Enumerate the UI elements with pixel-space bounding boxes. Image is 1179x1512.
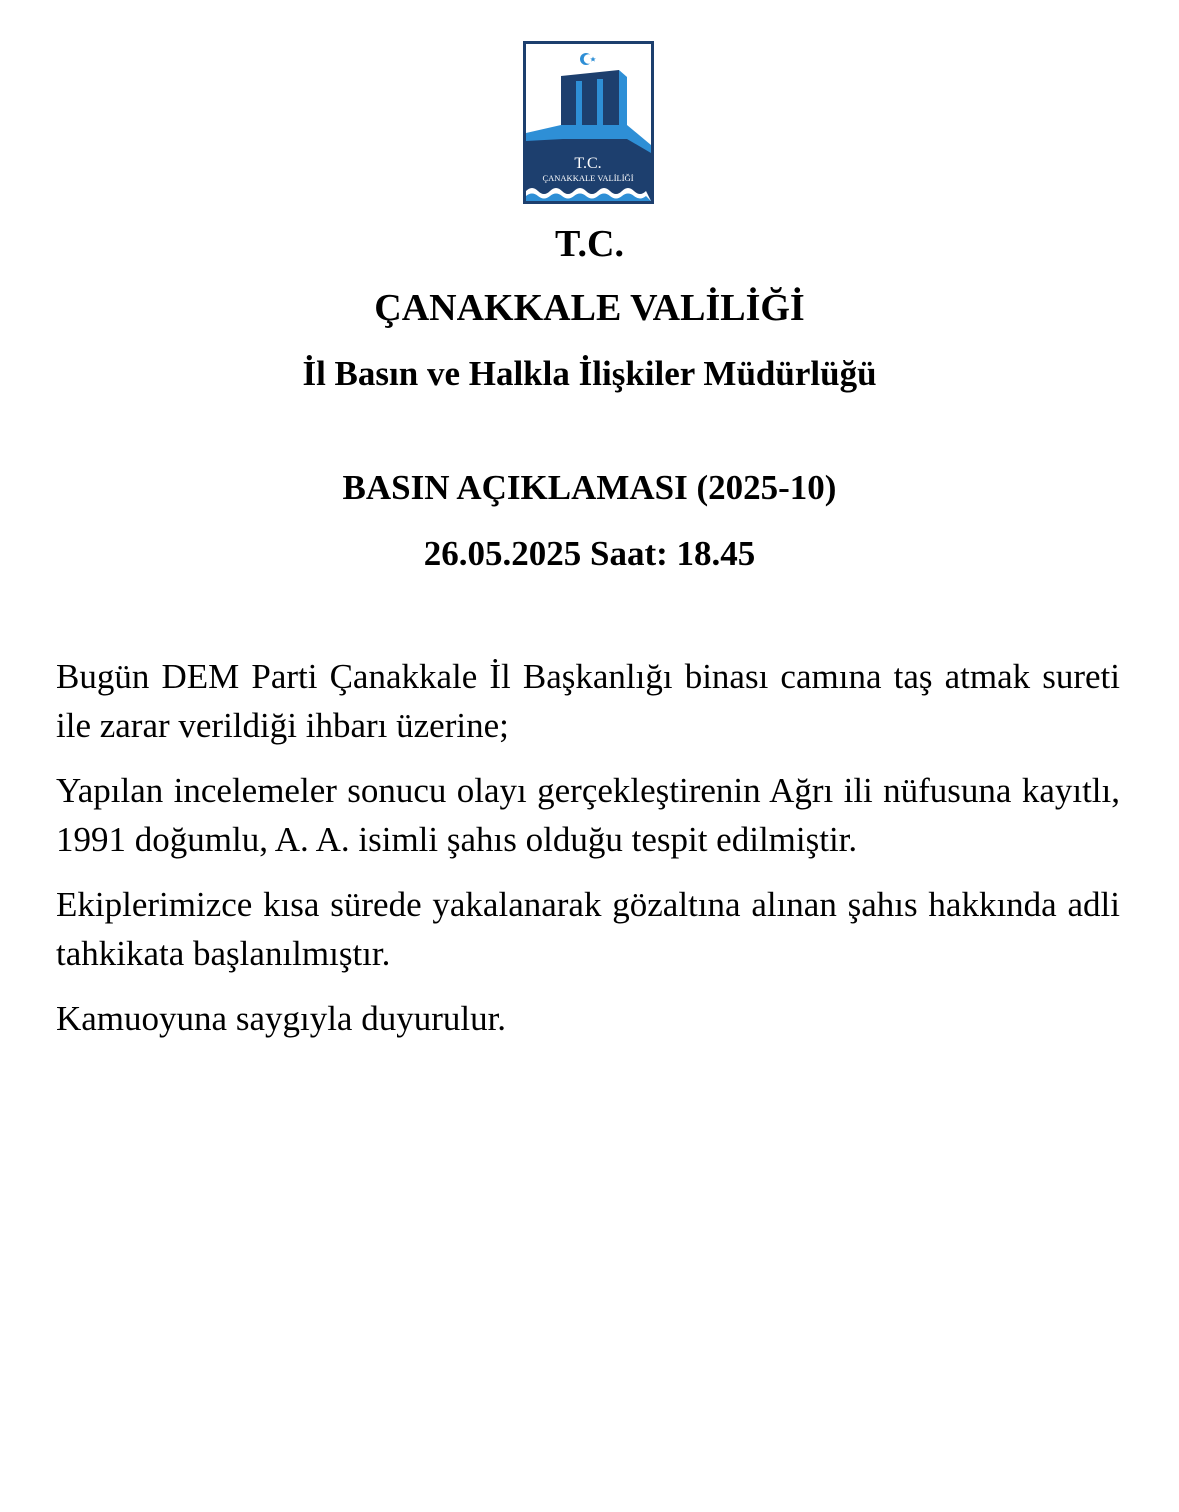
canakkale-valiligi-logo-icon <box>523 41 654 204</box>
header-department: İl Basın ve Halkla İlişkiler Müdürlüğü <box>302 354 877 393</box>
header-tc: T.C. <box>555 223 624 265</box>
logo-text-tc: T.C. <box>574 155 602 172</box>
header-office: ÇANAKKALE VALİLİĞİ <box>374 287 805 329</box>
statement-body <box>56 652 1120 1059</box>
logo-text-valilik: ÇANAKKALE VALİLİĞİ <box>542 173 634 183</box>
paragraph-1: Bugün DEM Parti Çanakkale İl Başkanlığı binası camına taş atmak sureti ile zarar verildiği ihbarı üzerine; <box>56 657 1120 745</box>
statement-date-time: 26.05.2025 Saat: 18.45 <box>423 534 756 573</box>
paragraph-3: Ekiplerimizce kısa sürede yakalanarak gözaltına alınan şahıs hakkında adli tahkikata başlanılmıştır. <box>56 885 1120 973</box>
paragraph-2: Yapılan incelemeler sonucu olayı gerçekleştirenin Ağrı ili nüfusuna kayıtlı, 1991 doğumlu, A. A. isimli şahıs olduğu tespit edilmiştir. <box>56 771 1120 859</box>
statement-title: BASIN AÇIKLAMASI (2025-10) <box>342 468 837 507</box>
paragraph-4: Kamuoyuna saygıyla duyurulur. <box>56 999 507 1038</box>
